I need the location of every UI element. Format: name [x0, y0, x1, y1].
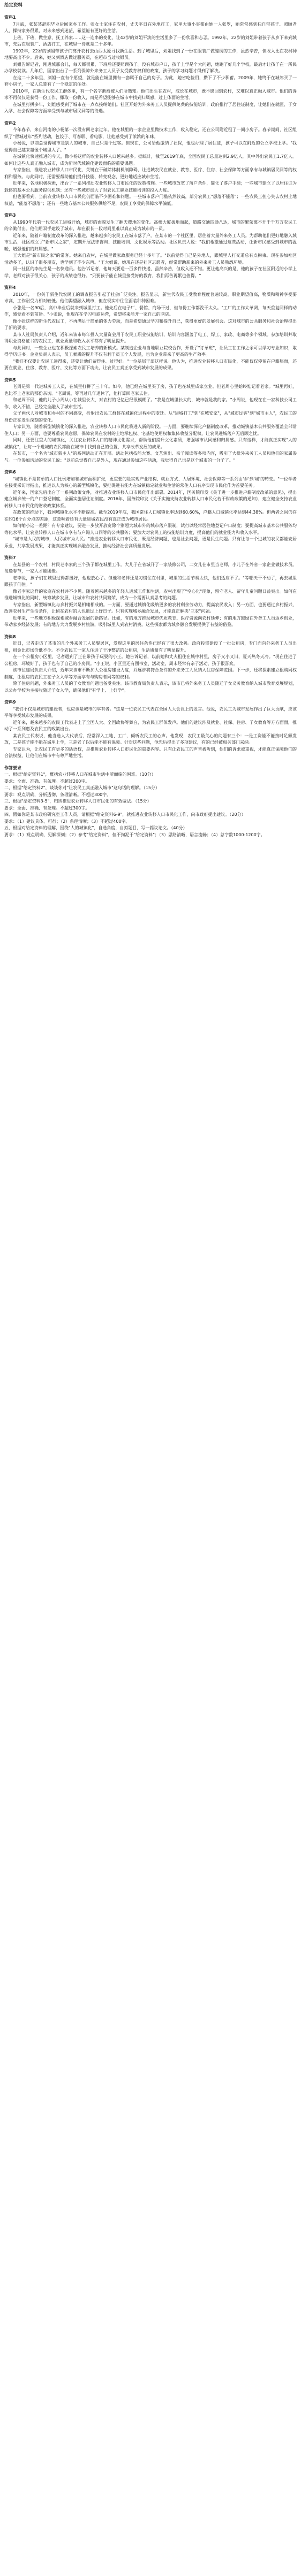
material-section	[4, 212, 297, 279]
material-section	[4, 555, 297, 629]
material-paragraph: "我们不仅要让农民工进得来，还要让他们留得住、过得好。"一位基层干部这样说。他认为，推进农业转移人口市民化，不能仅仅停留在户籍层面，还要在就业、住房、教育、医疗、文化等方面下功夫，让农民工真正享受到城市发展的成果。	[4, 358, 297, 370]
material-paragraph: 小张是一名90后，高中毕业后就来到城里打工。他先后在电子厂、餐馆、商场干过，但每份工作都没干太久。"工厂的工作太单调，每天重复同样的动作，感觉看不到前途。"小张说，他现在在学习电商运营，希望将来能开一家自己的网店。	[4, 305, 297, 317]
material-section	[4, 14, 297, 115]
material-paragraph: 2010年，一份关于新生代农民工的调查报告引起了社会广泛关注。报告显示，新生代农民工受教育程度普遍较高，职业期望值高，物质和精神享受要求高，工作耐受力相对较低。他们渴望融入城市，但在现实中往往面临种种困难。	[4, 292, 297, 303]
material-paragraph: 今年春节，来自河南的小杨第一次没有回老家过年。他在城里的一家企业里做技术工作，收入稳定，还在公司附近租了一间小房子。春节期间，社区组织了"留城过年"系列活动，包饺子、写春联、看电影，让他感受到了浓浓的年味。	[4, 127, 297, 139]
material-paragraph: 在城镇化快速推进的今天，像小杨这样的农业转移人口越来越多。据统计，截至2019年底，全国农民工总量达到2.9亿人，其中外出农民工1.7亿人。如何让这些人真正融入城市，成为新时代城镇化建设面临的重要课题。	[4, 154, 297, 166]
material-heading: 资料9	[4, 700, 16, 705]
material-section	[4, 120, 297, 208]
material-paragraph: 在城里打拼多年，刘姐感受到了城市在一点点接纳她们。社区开始为外来务工人员提供免费的技能培训，政府推行了居住证制度，让她们在就医、子女入学、社会保障等方面享受到与城市居民同等的待遇。	[4, 102, 297, 113]
requirement-item: 三、根据"给定资料3-5"，归纳推进农业转移人口市民化的有效做法。（15分）	[4, 799, 152, 804]
requirements-list	[4, 771, 297, 838]
material-paragraph: 与此同时，一些企业也在积极探索农民工培养的新模式。某制造企业与当地职业院校合作，开设了"订单班"，让员工在工作之余可以学习专业知识，取得学历证书。企业负责人表示，员工素质的提升不仅有利于员工个人发展，也为企业带来了更高的生产效率。	[4, 345, 297, 357]
material-paragraph: 老李说，孩子们在城里过得都挺好，他也放心了。但他和老伴还是习惯住在村里，城里的生活节奏太快，他们适应不了。"等哪天干不动了，再去城里跟孩子们住。"	[4, 575, 297, 587]
material-heading: 资料4	[4, 285, 16, 290]
material-paragraph: 近年来，各地积极探索，出台了一系列推动农业转移人口市民化的政策措施。一些城市放宽了落户条件，简化了落户手续；一些城市建立了以居住证为载体的基本公共服务提供机制；还有一些城市加大了对农民工职业技能培训的投入力度。	[4, 181, 297, 193]
material-paragraph: 从1990年代第一代农民工进城开始，城市的面貌发生了翻天覆地的变化。高楼大厦拔地而起，道路交通四通八达，城市的繁荣离不开千千万万农民工的辛勤付出。他们用双手建设了城市，却在很长一段时间里难以真正成为城市的一员。	[4, 219, 297, 231]
material-paragraph: 和老周不同，他的儿子小周从小在城里长大，对农村的记忆已经很模糊了。"我是在城里长大的，城市就是我的家。"小周说，他现在在一家科技公司工作，收入不错，已经完全融入了城市生活。	[4, 398, 297, 409]
material-paragraph: 近年来，国家先后出台了一系列政策文件，对推进农业转移人口市民化作出部署。2014年，国务院印发《关于进一步推进户籍制度改革的意见》，提出建立城乡统一的户口登记制度，全面实施居住证制度。2016年，国务院印发《关于实施支持农业转移人口市民化若干财政政策的通知》，建立健全支持农业转移人口市民化的财政政策体系。	[4, 490, 297, 508]
material-paragraph: 在某县的一个农村，村民老李家的三个孩子都在城里工作。大儿子在省城开了一家装修公司，二女儿在市里当老师，小儿子在外省一家企业做技术员。每逢春节，一家人才能团聚。	[4, 562, 297, 574]
material-section	[4, 469, 297, 549]
material-paragraph: 某市人社局负责人介绍，近年来该市每年投入大量资金用于农民工职业技能培训，培训内容涵盖了电工、焊工、家政、电商等多个领域。参加培训并取得职业资格证书的农民工，就业质量和收入水平都有了明显提升。	[4, 332, 297, 343]
page-title: 给定资料	[4, 3, 23, 8]
material-paragraph: 近年来，越来越多的农民工代表走上了全国人大、全国政协等舞台，为农民工群体发声。他们的建议涉及就业、社保、住房、子女教育等方方面面，推动了一系列惠及农民工的政策出台。	[4, 720, 297, 731]
materials-container	[4, 14, 297, 760]
requirement-item: 要求：全面、准确、有条理。不超过200字。	[4, 778, 90, 784]
material-heading: 资料6	[4, 470, 16, 475]
requirement-item: 要求：（1）建议具体、可行；（2）条理清晰；（3）不超过400字。	[4, 819, 130, 824]
material-section	[4, 285, 297, 372]
material-paragraph: 专家指出，推进农业转移人口市民化，关键在于破除体制机制障碍，让进城农民在就业、教育、医疗、住房、社会保障等方面享有与城镇居民同等的权利和服务。与此同时，还需要帮助他们提升技能、转变观念，更好地适应城市生活。	[4, 167, 297, 179]
material-paragraph: 在一个公租房小区里，记者遇到了正在带孩子玩耍的小王。她告诉记者，以前她和丈夫租住在城中村里，房子又小又旧，夏天热冬天冷。"现在住进了公租房，环境好了，孩子也有了自己的小房间。"小王说，小区里还有图书室、活动室，周末经常有亲子活动，孩子很喜欢。	[4, 654, 297, 666]
material-heading: 资料1	[4, 15, 16, 20]
material-paragraph: 近日，记者走访了某市的几个外来务工人员聚居区，发现这里的居住条件已经有了很大改善。政府投资建设了一批公租房，专门面向外来务工人员出租，租金比市场价低不少。不少农民工一家人住进了干净整洁的公租房，生活质量有了明显提升。	[4, 641, 297, 653]
material-paragraph: 2010年，在新生代农民工群体里，有一个名字渐渐被人们所熟知。他们出生在农村，成长在城市，既不愿回到农村，又难以真正融入城市。他们的诉求不再仅仅是获得一份工作、赚取一份收入，而是希望能够在城市中找到归属感，过上体面的生活。	[4, 88, 297, 100]
requirement-item: 要求：观点明确，分析透彻，条理清晰。不超过300字。	[4, 792, 111, 797]
material-heading: 资料5	[4, 377, 16, 383]
requirements-section	[4, 765, 297, 839]
material-heading: 资料8	[4, 634, 16, 639]
material-heading: 资料7	[4, 555, 16, 560]
material-paragraph: 某农民工代表说，他当选人大代表后，经常深入工地、工厂，倾听农民工的心声。他发现，农民工最关心的问题有三个：一是工资能不能按时足额发放，二是孩子能不能在城里上学，三是老了以后能不能有保障。针对这些问题，他先后提出了多项建议，有的已经被相关部门采纳。	[4, 733, 297, 745]
material-paragraph: 在政策的推动下，我国城镇化水平不断提高。截至2019年底，我国常住人口城镇化率达到60.60%，户籍人口城镇化率达到44.38%。但两者之间仍存在约16个百分点的差距，这意味着还有大量进城农民没有真正成为城市居民。	[4, 510, 297, 522]
material-paragraph: 专家认为，让农民工有更多的话语权，是推进农业转移人口市民化的重要内容。只有让农民工的声音被听到，他们的诉求被重视，才能真正保障他们的合法权益，让他们在城市中有尊严地生活。	[4, 746, 297, 758]
material-heading: 资料3	[4, 213, 16, 218]
material-paragraph: 近年来，随着户籍制度改革的深入推进，越来越多的农民工在城市落了户。在某市的一个社区里，居住着大量外来务工人员。为帮助他们更好地融入城市生活，社区成立了"新市民之家"，定期开展法律咨询、技能培训、文化娱乐等活动。社区负责人说："我们希望通过这些活动，让新市民感受到城市的温暖，增强他们的归属感。"	[4, 233, 297, 251]
material-paragraph: 小杨说，以前总觉得城市是别人的城市，自己只是个过客。但现在，公司给他缴纳了社保，他也办理了居住证，孩子可以在附近的公立学校上学。"我觉得自己越来越像个城里人了。"	[4, 141, 297, 152]
requirement-item: 二、根据"给定资料2"，谈谈你对"让农民工真正融入城市"这句话的理解。（15分）	[4, 785, 160, 790]
material-paragraph: 专家认为，随着新型城镇化的深入推进，农业转移人口市民化将进入新的阶段。一方面，要继续深化户籍制度改革，推动城镇基本公共服务覆盖全部常住人口；另一方面，也要尊重农民意愿，保障农民在农村的土地承包权、宅基地使用权和集体收益分配权，让农民进城落户无后顾之忧。	[4, 424, 297, 436]
document	[0, 0, 301, 838]
material-paragraph: 父子两代人对城市和乡村的不同感受，折射出农民工群体在城镇化进程中的变迁。从"进城打工"到"在城安家"，从"城市过客"到"城市主人"，农民工的身份正在发生深刻的变化。	[4, 411, 297, 423]
material-paragraph: 王大姐是"新市民之家"的常客。她来自农村，在城里做家政服务已经十多年了。"以前觉得自己是外地人，跟城里人打交道总有点拘束。现在参加社区活动多了，认识了很多朋友，也学到了不少东西。"王大姐说，她现在还是社区志愿者，经常帮助新来的外来务工人员熟悉环境。	[4, 253, 297, 265]
material-paragraph: 如何缩小这一差距？有专家建议，要进一步放开放宽除个别超大城市外的城市落户限制，试行以经常居住地登记户口制度；要提高城市基本公共服务均等化水平，让农业转移人口在城市享有与户籍人口同等的公共服务；要加大对农民工的技能培训力度，提高他们的就业能力和收入水平。	[4, 523, 297, 535]
material-paragraph: 近年来，一些地方积极探索城乡融合发展的新路径。比如，有的地方推动城市优质教育、医疗资源向农村延伸；有的地方鼓励在外务工人员返乡创业，带动家乡经济发展；有的地方大力发展乡村旅游，吸引城里人到农村消费。这些探索都为城乡融合发展提供了有益的借鉴。	[4, 615, 297, 627]
material-paragraph: "我们不仅是城市的建设者，也应该是城市的享有者。"这是一位农民工代表在全国人大会议上的发言。他说，农民工为城市发展作出了巨大贡献，应该平等享受城市发展的成果。	[4, 706, 297, 718]
material-paragraph: 老周是第一代进城务工人员，在城里打拼了三十年。如今，他已经在城里买了房，孩子也在城里成家立业。但老周心里始终惦记着老家。"城里再好，也比不上老家的那份亲切。"老周说，等再过几年退休了，他打算回老家去住。	[4, 384, 297, 396]
requirement-item: 四、假如你是某市政府研究室工作人员，请根据"给定资料6-9"，就推进农业转移人口市民化工作，向市政府提出建议。（20分）	[4, 812, 246, 817]
material-paragraph: "城市是人民的城市，人民城市为人民。"推进农业转移人口市民化，既是经济问题，也是社会问题，更是民生问题。只有让每一个进城的农民都能安居乐业，共享发展成果，才能真正实现城乡融合发展，推动经济社会高质量发展。	[4, 537, 297, 548]
requirement-item: 要求：全面、准确、有条理。不超过300字。	[4, 805, 90, 811]
material-paragraph: 在这二十多年里，刘姐一直有个愿望，就是能在城里拥有一套属于自己的房子。为此，她省吃俭用，攒下了不少积蓄。2009年，她终于在城郊买了一套小房子，一家人总算有了一个稳定的住处。	[4, 75, 297, 87]
material-paragraph: 在某市，一个名为"城市新主人"的系列活动正在开展。活动包括技能大赛、文艺演出、亲子阅读等多项内容，吸引了大批外来务工人员和他们的家属参与。一位参加活动的农民工说："以前总觉得自己是外人，现在通过参加这些活动，我觉得自己也是这个城市的一分子了。"	[4, 451, 297, 463]
material-paragraph: 上班，下班，做生意，抚工养家……这一连串的变化，让42岁的刘姐平淡的生活里多了一份欣喜和忐忑。1992年，22岁的刘姐带着孩子从乡下来到城市，先后在服装厂、酒店打工，在城里一待就是二十多年。	[4, 35, 297, 47]
material-paragraph: 刘姐告诉记者，刚进城那会儿，每天都很累，下班后还要照顾孩子。没有城市户口，孩子上学是个大问题，她跑了好几个学校，最后才让孩子在一所民办学校就读。几年后，国家出台了一系列保障外来务工人员子女受教育权利的政策，孩子的学习问题才得到了解决。	[4, 62, 297, 73]
material-paragraph: 1992年，22岁的刘姐带孩子们离开农村去山西太原寻找新生活。到了城里后，刘姐找到了一份在服装厂做缝纫的工作，虽然辛苦，但收入比在农村种地要高出不少。后来，她又到酒店做过服务员，在超市当过收银员。	[4, 48, 297, 60]
material-paragraph: 但也要看到，当前农业转移人口市民化仍面临不少困难和问题。一些城市落户门槛依然较高，部分农民工"想落不能落"；一些农民工担心失去农村土地权益，"能落不想落"；还有一些地方基本公共服务供给不足，农民工享受的保障水平偏低。	[4, 194, 297, 206]
material-section	[4, 699, 297, 760]
material-section	[4, 377, 297, 464]
material-paragraph: 像小张这样的新生代农民工，不再满足于简单的体力劳动，而是希望通过学习和提升自己，获得更好的发展机会。这对城市的公共服务和社会治理提出了新的要求。	[4, 318, 297, 330]
material-paragraph: 像老李家这样的家庭在农村并不少见。随着越来越多的年轻人进城工作和生活，农村出现了"空心化"现象，留守老人、留守儿童问题日益突出。如何在推进城镇化的同时，统筹城乡发展，让城市和农村共同繁荣，成为一个需要认真思考的问题。	[4, 588, 297, 600]
requirement-item: 一、根据"给定资料1"，概括农业转移人口在城市生活中所面临的困难。（10分）	[4, 772, 156, 777]
material-paragraph: 同时，还要注重人的城镇化，关注农业转移人口的精神文化需求，帮助他们提升文化素质，增强城市认同感和归属感。只有这样，才能真正实现"人的城镇化"，让每一个进城的农民都能在城市中找到自己的位置，共享改革发展的成果。	[4, 438, 297, 449]
requirement-item: 要求：（1）观点明确，见解深刻；（2）参考"给定资料"，但不拘泥于"给定资料"；（3）思路清晰，语言流畅；（4）总字数1000-1200字。	[4, 832, 265, 837]
requirement-item: 五、根据对给定资料的理解，围绕"人的城镇化"，自选角度，自拟题目，写一篇议论文。（40分）	[4, 825, 187, 830]
material-heading: 资料2	[4, 120, 16, 126]
material-paragraph: 同一社区的李先生是一名快递员。他告诉记者，他每天要送一百多件快递，虽然辛苦，但收入还不错。更让他高兴的是，他的孩子在社区附近的小学上学，老师对孩子很关心，孩子的成绩也很好。"只要孩子能在城里接受好的教育，我们再苦再累也值得。"	[4, 266, 297, 278]
material-paragraph: 7月底，张某某辞职毕业后回家乡工作。张女士家住在农村，丈夫平日在外地打工，家里大事小事都由她一人张罗，她常常感到独自带孩子、照顾老人、操持家务很累，对未来感到迷茫，希望能有更好的生活。	[4, 21, 297, 33]
material-paragraph: "城镇化不是简单的人口比例增加和城市面积扩张，更重要的是实现产业结构、就业方式、人居环境、社会保障等一系列由'乡'到'城'的转变。"一位学者在接受采访时指出，推进以人为核心的新型城镇化，要把促进有能力在城镇稳定就业和生活的常住人口有序实现市民化作为首要任务。	[4, 476, 297, 488]
material-paragraph: 专家指出，新型城镇化与乡村振兴是相辅相成的。一方面，要通过城镇化吸纳更多的农村剩余劳动力，提高农民收入；另一方面，也要通过乡村振兴，改善农村生产生活条件，让留在农村的人也能过上好日子。只有实现城乡融合发展，才能真正解决"三农"问题。	[4, 602, 297, 614]
material-paragraph: 该市住建局负责人介绍，近年来该市不断加大公租房建设力度，并逐步将符合条件的外来务工人员纳入住房保障范围。下一步，还将探索建立租购同权制度，让租房的农民工在子女入学等方面享有与购房者同等的权利。	[4, 668, 297, 679]
requirements-heading: 作答要求	[4, 765, 21, 770]
material-section	[4, 634, 297, 694]
material-paragraph: 除了住房问题，外来务工人员的子女教育问题也备受关注。该市教育局负责人表示，该市已将外来务工人员随迁子女义务教育纳入城市教育发展规划，以公办学校为主接收随迁子女入学，确保他们"有学上、上好学"。	[4, 681, 297, 693]
